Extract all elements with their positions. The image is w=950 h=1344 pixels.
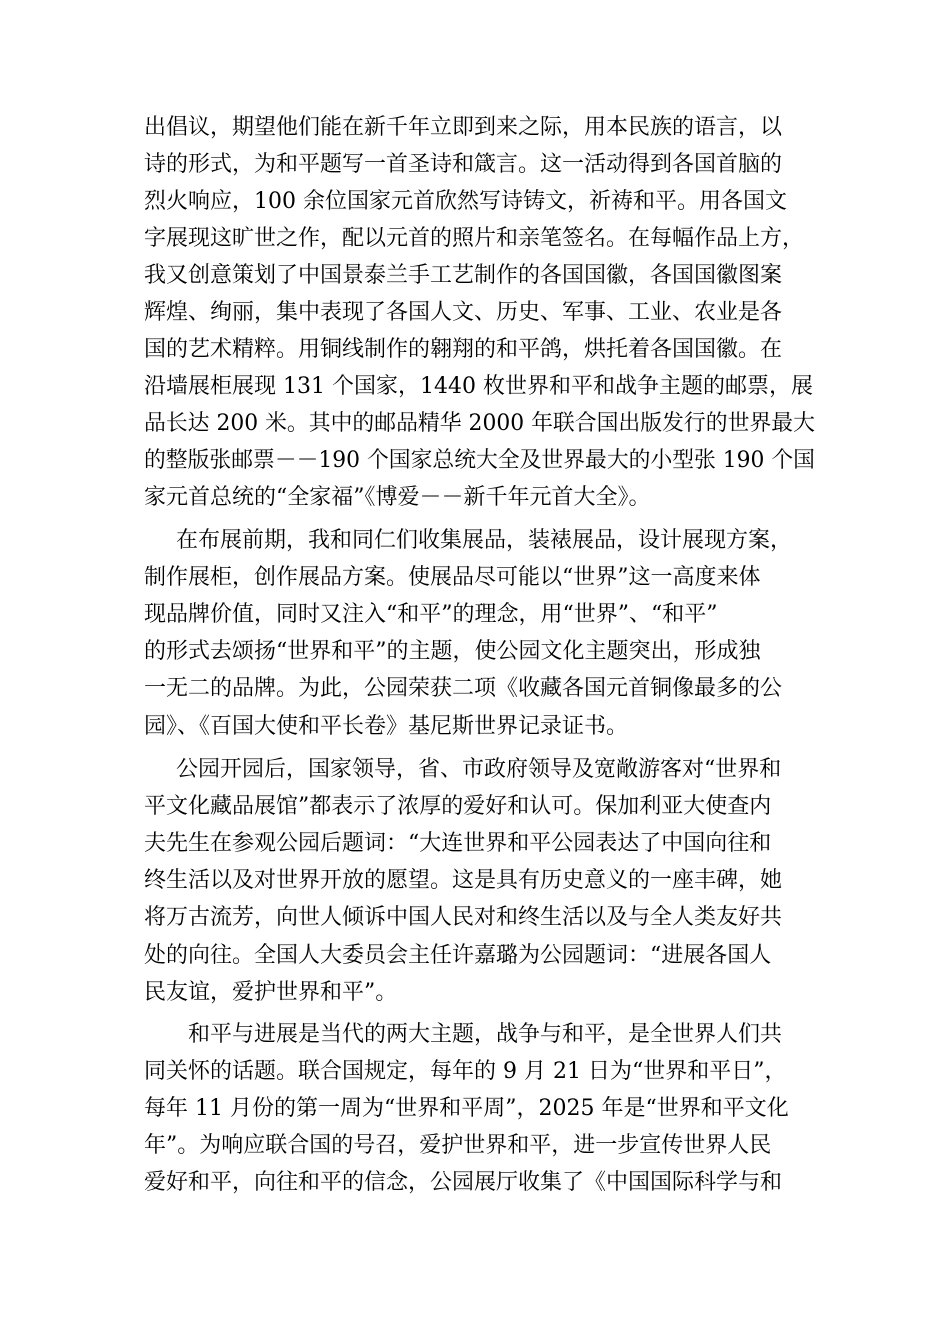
text-line: 制作展柜，创作展品方案。使展品尽可能以“世界”这一高度来体 — [144, 565, 761, 590]
text-line: 夫先生在参观公园后题词：“大连世界和平公园表达了中国向往和 — [144, 831, 772, 856]
text-line: 和平与进展是当代的两大主题，战争与和平，是全世界人们共 — [188, 1022, 783, 1047]
text-line: 的形式去颂扬“世界和平”的主题，使公园文化主题突出，形成独 — [144, 639, 761, 664]
text-line: 字展现这旷世之作，配以元首的照片和亲笔签名。在每幅作品上方， — [144, 226, 805, 251]
text-line: 烈火响应，100 余位国家元首欣然写诗铸文，祈祷和平。用各国文 — [144, 189, 787, 214]
text-line: 将万古流芳，向世人倾诉中国人民对和终生活以及与全人类友好共 — [144, 905, 783, 930]
text-line: 在布展前期，我和同仁们收集展品，装裱展品，设计展现方案， — [176, 528, 793, 553]
text-line: 园》、《百国大使和平长卷》基尼斯世界记录证书。 — [144, 714, 629, 739]
text-line: 国的艺术精粹。用铜线制作的翱翔的和平鸽，烘托着各国国徽。在 — [144, 337, 783, 362]
text-line: 终生活以及对世界开放的愿望。这是具有历史意义的一座丰碑，她 — [144, 868, 783, 893]
text-line: 年”。为响应联合国的号召，爱护世界和平，进一步宣传世界人民 — [144, 1133, 772, 1158]
text-line: 公园开园后，国家领导，省、市政府领导及宽敞游客对“世界和 — [176, 757, 782, 782]
text-line: 每年 11 月份的第一周为“世界和平周”，2025 年是“世界和平文化 — [144, 1096, 789, 1121]
text-line: 出倡议，期望他们能在新千年立即到来之际，用本民族的语言，以 — [144, 115, 783, 140]
text-line: 一无二的品牌。为此，公园荣获二项《收藏各国元首铜像最多的公 — [144, 676, 783, 701]
text-line: 我又创意策划了中国景泰兰手工艺制作的各国国徽，各国国徽图案 — [144, 263, 783, 288]
text-line: 沿墙展柜展现 131 个国家，1440 枚世界和平和战争主题的邮票，展 — [144, 374, 813, 399]
text-line: 同关怀的话题。联合国规定，每年的 9 月 21 日为“世界和平日”， — [144, 1059, 787, 1084]
text-line: 平文化藏品展馆”都表示了浓厚的爱好和认可。保加利亚大使查内 — [144, 794, 772, 819]
text-line: 诗的形式，为和平题写一首圣诗和箴言。这一活动得到各国首脑的 — [144, 152, 783, 177]
text-line: 家元首总统的“全家福”《博爱－－新千年元首大全》。 — [144, 485, 651, 510]
text-line: 品长达 200 米。其中的邮品精华 2000 年联合国出版发行的世界最大 — [144, 411, 815, 436]
text-line: 处的向往。全国人大委员会主任许嘉璐为公园题词：“进展各国人 — [144, 943, 772, 968]
text-line: 民友谊，爱护世界和平”。 — [144, 980, 398, 1005]
text-line: 的整版张邮票－－190 个国家总统大全及世界最大的小型张 190 个国 — [144, 448, 815, 473]
text-line: 辉煌、绚丽，集中表现了各国人文、历史、军事、工业、农业是各 — [144, 300, 783, 325]
text-line: 爱好和平，向往和平的信念，公园展厅收集了《中国国际科学与和 — [144, 1170, 783, 1195]
text-line: 现品牌价值，同时又注入“和平”的理念，用“世界”、“和平” — [144, 602, 718, 627]
